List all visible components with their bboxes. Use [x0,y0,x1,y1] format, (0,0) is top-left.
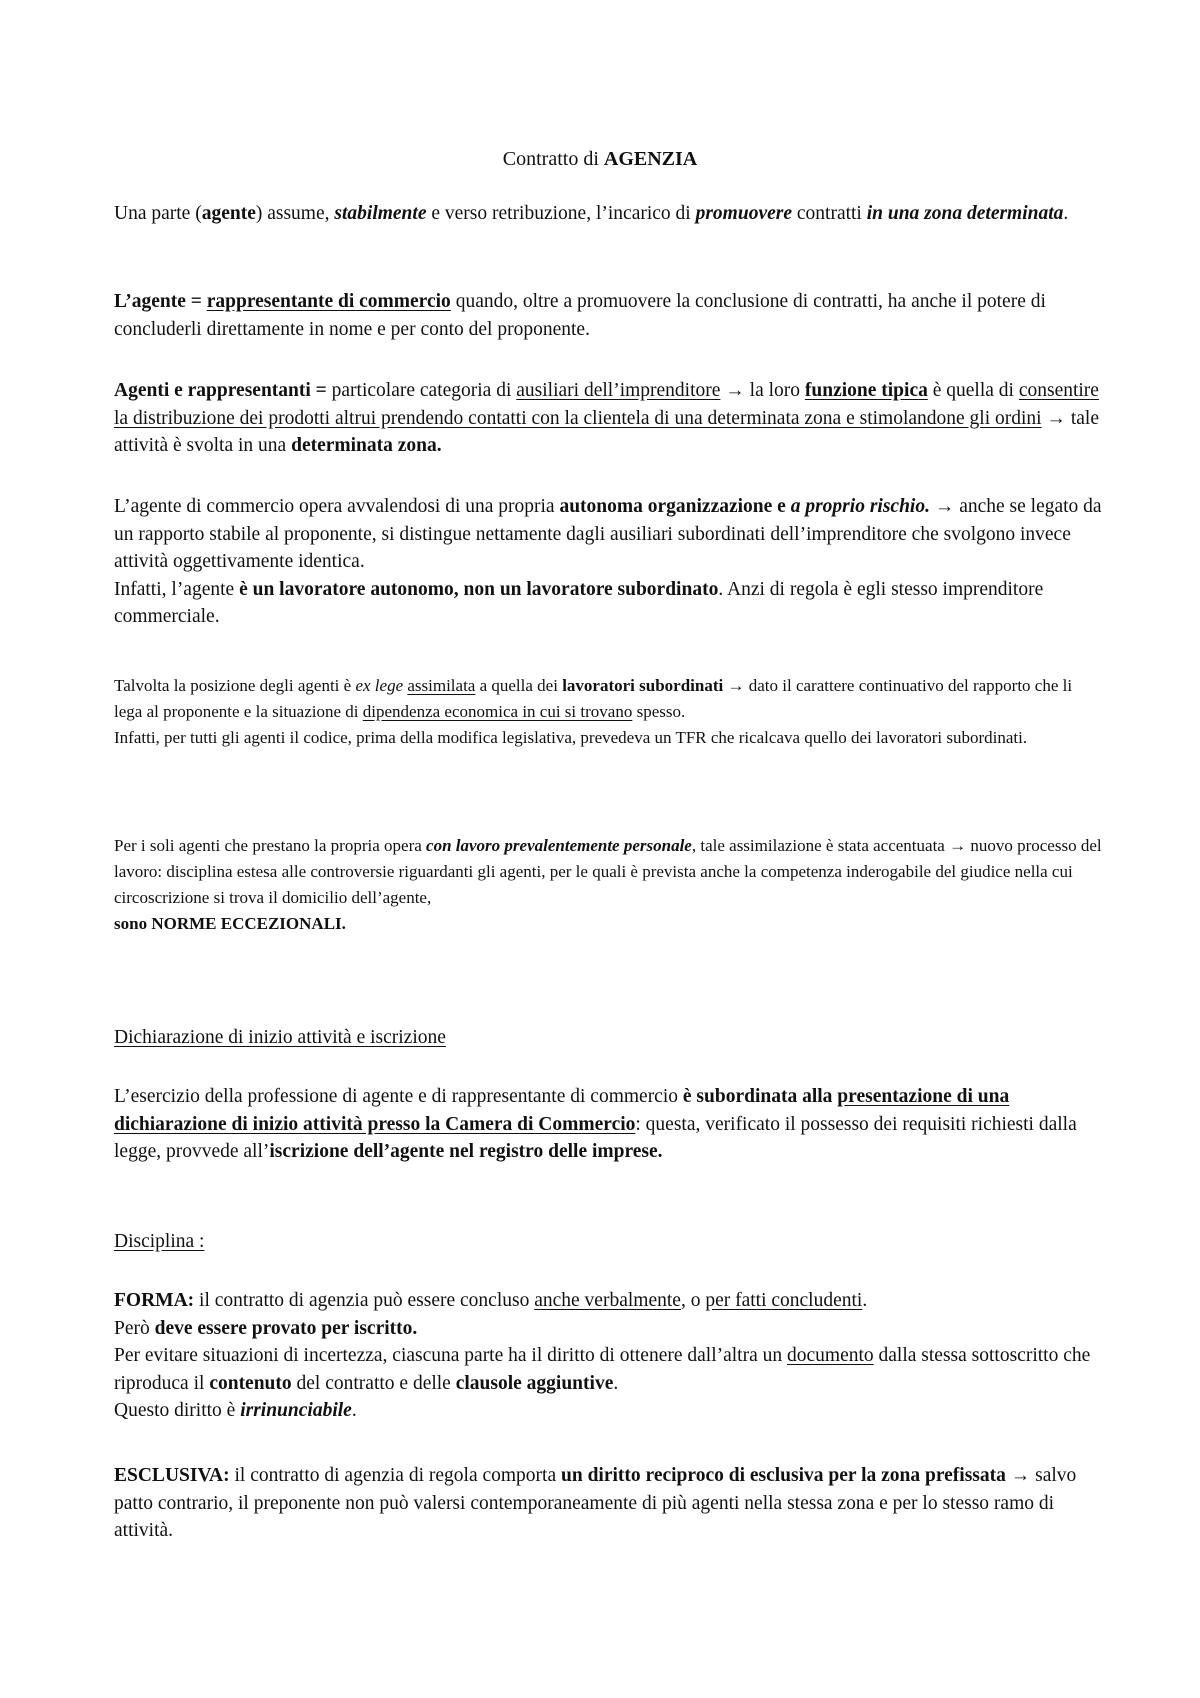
bold-text: deve essere provato per iscritto. [154,1317,418,1339]
bold-text: agente [201,203,256,224]
text: del contratto e delle [291,1372,456,1394]
bold-text: iscrizione dell’agente nel registro delle imprese. [269,1141,663,1162]
arrow-icon: → [725,380,745,401]
text: Talvolta la posizione degli agenti è [114,676,356,695]
text: a quella dei [475,676,563,695]
text: dalla stessa sottoscritto che riproduca il [114,1345,1091,1394]
text: Infatti, l’agente [114,578,240,600]
bold-text: autonoma organizzazione e [559,496,791,517]
bold-text: ESCLUSIVA: [114,1465,230,1486]
underlined-text: consentire la distribuzione dei prodotti altrui prendendo contatti con la clientela di una determinata zona e stimolandone gli ordini [114,380,1099,429]
text: . [613,1372,619,1394]
text: Per evitare situazioni di incertezza, ciascuna parte ha il diritto di ottenere dall’altra un [114,1345,787,1366]
text: Infatti, per tutti gli agenti il codice, prima della modifica legislativa, prevedeva un TFR che ricalcava quello dei lavoratori subordinati. [114,728,1028,747]
text: : questa, verificato il possesso dei requisiti richiesti dalla legge, provvede all’ [114,1113,1077,1162]
emphasis-text: a proprio rischio. [790,496,930,517]
section-heading-disciplina [114,1228,1104,1256]
paragraph-rappresentante [114,288,1104,343]
text: spesso. [632,702,686,721]
bold-text: contenuto [209,1372,292,1394]
text: quando, oltre a promuovere la conclusione di contratti, ha anche il potere di concluderli direttamente in nome e per conto del proponente. [114,291,1046,340]
underlined-text: per fatti concludenti [705,1290,863,1311]
heading-text: Disciplina : [114,1231,205,1252]
text: . Anzi di regola è egli stesso imprenditore commerciale. [114,578,1044,627]
text: , tale assimilazione è stata accentuata [691,836,950,855]
text: è quella di [927,380,1019,401]
bold-text: FORMA: [114,1290,195,1311]
underlined-bold-text: presentazione di una dichiarazione di inizio attività presso la Camera di Commercio [114,1086,1010,1135]
paragraph-assimilazione [114,673,1104,751]
text: L’esercizio della professione di agente e di rappresentante di commercio [114,1086,683,1107]
text: anche se legato da un rapporto stabile al proponente, si distingue nettamente dagli ausiliari subordinati dell’imprenditore che svolgono invece attività oggettivamente identica. [114,496,1102,572]
emphasis-text: promuovere [695,203,792,224]
underlined-text: ausiliari dell’imprenditore [516,380,721,401]
text: ) assume, [255,203,335,224]
text: Una parte ( [114,203,202,224]
text: Però [114,1317,155,1339]
heading-text: Dichiarazione di inizio attività e iscrizione [114,1027,446,1048]
text: dato il carattere continuativo del rapporto che li lega al proponente e la situazione di [114,676,1073,721]
arrow-icon: → [1010,1465,1031,1486]
text: nuovo processo del lavoro: disciplina estesa alle controversie riguardanti gli agenti, per le quali è prevista anche la competenza inderogabile del giudice nella cui circoscrizione si trova il domicilio dell’agente, [114,836,1102,907]
text: tale attività è svolta in una [114,407,1099,456]
paragraph-forma [114,1287,1104,1425]
italic-text: ex lege [355,676,404,695]
text: il contratto di agenzia di regola comporta [229,1465,561,1486]
arrow-icon: → [1046,407,1066,429]
bold-text: Agenti e rappresentanti = [114,380,327,401]
bold-text: è subordinata alla [682,1086,838,1107]
text: , o [680,1290,706,1311]
bold-text: clausole aggiuntive [455,1372,614,1394]
underlined-text: anche verbalmente [534,1290,681,1311]
bold-text: un diritto reciproco di esclusiva per la zona prefissata [561,1465,1006,1486]
bold-text: L’agente = [114,291,207,312]
underlined-text: assimilata [407,676,476,695]
paragraph-agenti-rappresentanti [114,377,1104,460]
bold-text: determinata zona. [291,435,442,456]
text: L’agente di commercio opera avvalendosi di una propria [114,496,560,517]
document-title [0,146,1200,172]
underlined-bold-text: funzione tipica [804,380,928,401]
arrow-icon: → [727,676,745,695]
title-bold: AGENZIA [603,148,698,170]
bold-text: sono NORME ECCEZIONALI. [114,914,346,933]
bold-text: lavoratori subordinati [562,676,724,695]
emphasis-text: stabilmente [334,203,427,224]
text: . [351,1400,357,1421]
text: Questo diritto è [114,1400,241,1421]
bold-text: è un lavoratore autonomo, non un lavoratore subordinato [239,578,719,600]
emphasis-text: con lavoro prevalentemente personale [426,836,692,855]
section-heading-dichiarazione [114,1024,1104,1052]
underlined-bold-text: rappresentante di commercio [206,291,451,312]
emphasis-text: irrinunciabile [240,1400,352,1421]
text: Per i soli agenti che prestano la propria opera [114,836,427,855]
paragraph-iscrizione [114,1083,1104,1166]
text: e verso retribuzione, l’incarico di [426,203,696,224]
text: . [862,1290,868,1311]
text: particolare categoria di [326,380,517,401]
text: contratti [792,203,867,224]
arrow-icon: → [934,496,955,517]
paragraph-lavoro-personale [114,833,1104,937]
emphasis-text: in una zona determinata [866,203,1064,224]
paragraph-autonomia [114,493,1104,631]
paragraph-esclusiva [114,1462,1104,1545]
text: salvo patto contrario, il preponente non può valersi contemporaneamente di più agenti nella stessa zona e per lo stesso ramo di attività. [114,1465,1077,1541]
paragraph-definition [114,200,1104,228]
underlined-text: documento [787,1345,874,1366]
title-text: Contratto di [502,148,604,170]
text: la loro [744,380,805,401]
text: il contratto di agenzia può essere concluso [194,1290,535,1311]
text: . [1063,203,1069,224]
underlined-text: dipendenza economica in cui si trovano [362,702,633,721]
arrow-icon: → [949,836,967,855]
